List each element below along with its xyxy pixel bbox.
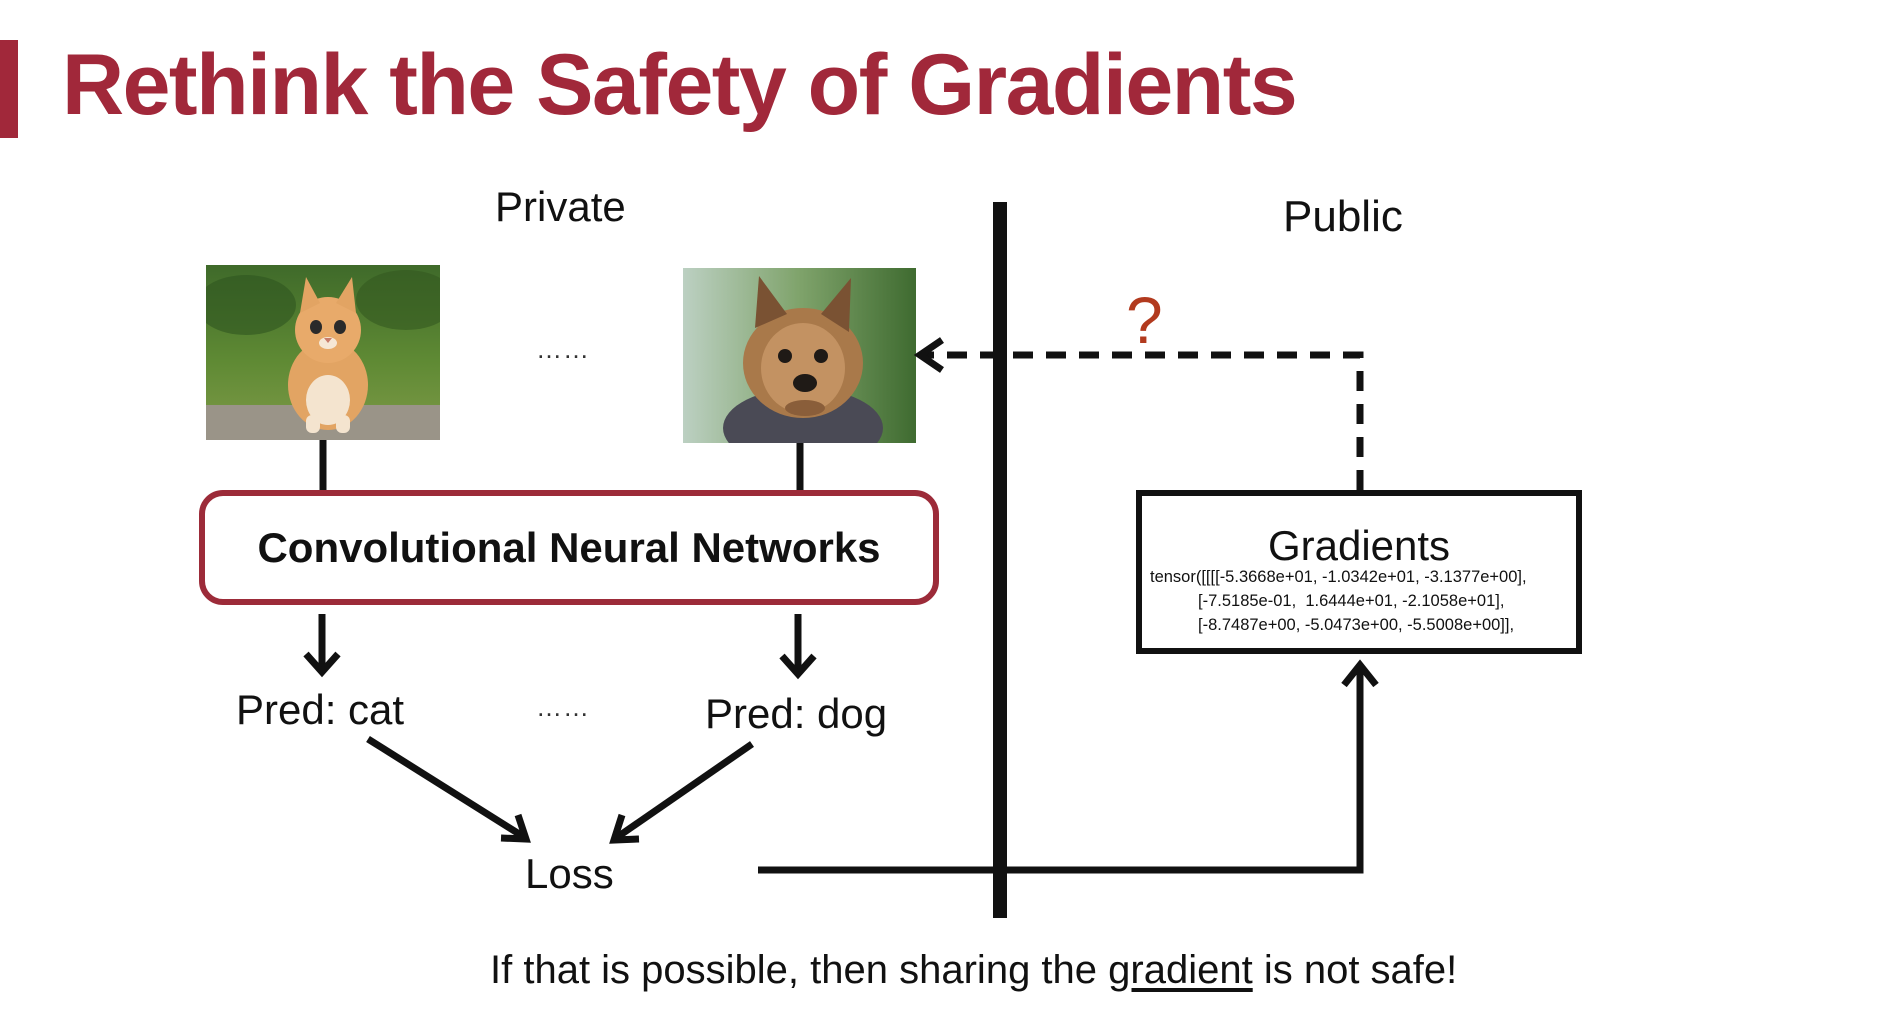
gradient-tensor-line: tensor([[[[-5.3668e+01, -1.0342e+01, -3.1377e+00],: [1150, 568, 1527, 586]
ellipsis-images: ……: [536, 334, 590, 364]
conclusion-text: [490, 948, 1457, 993]
ellipsis-predictions: ……: [536, 692, 590, 722]
prediction-dog: Pred: dog: [705, 690, 888, 737]
conclusion-suffix: is not safe!: [1252, 948, 1458, 992]
cnn-model-label: Convolutional Neural Networks: [257, 523, 881, 571]
gradient-tensor-line: [-7.5185e-01, 1.6444e+01, -2.1058e+01],: [1198, 592, 1505, 610]
public-label: Public: [1283, 192, 1403, 241]
loss-to-gradients-path: [758, 665, 1360, 870]
slide-title: Rethink the Safety of Gradients: [62, 37, 1297, 133]
reconstruction-dashed-path: [922, 355, 1360, 490]
dog-to-loss-arrow: [616, 744, 752, 838]
conclusion-emphasis: gradient: [1108, 948, 1253, 992]
question-mark: ?: [1126, 283, 1163, 357]
loss-label: Loss: [525, 850, 614, 897]
cat-to-loss-arrow: [368, 739, 524, 837]
prediction-cat: Pred: cat: [236, 686, 405, 733]
private-label: Private: [495, 183, 626, 230]
gradients-title: Gradients: [1267, 522, 1451, 569]
conclusion-prefix: If that is possible, then sharing the: [490, 948, 1109, 992]
gradient-tensor-line: [-8.7487e+00, -5.0473e+00, -5.5008e+00]],: [1198, 616, 1515, 634]
